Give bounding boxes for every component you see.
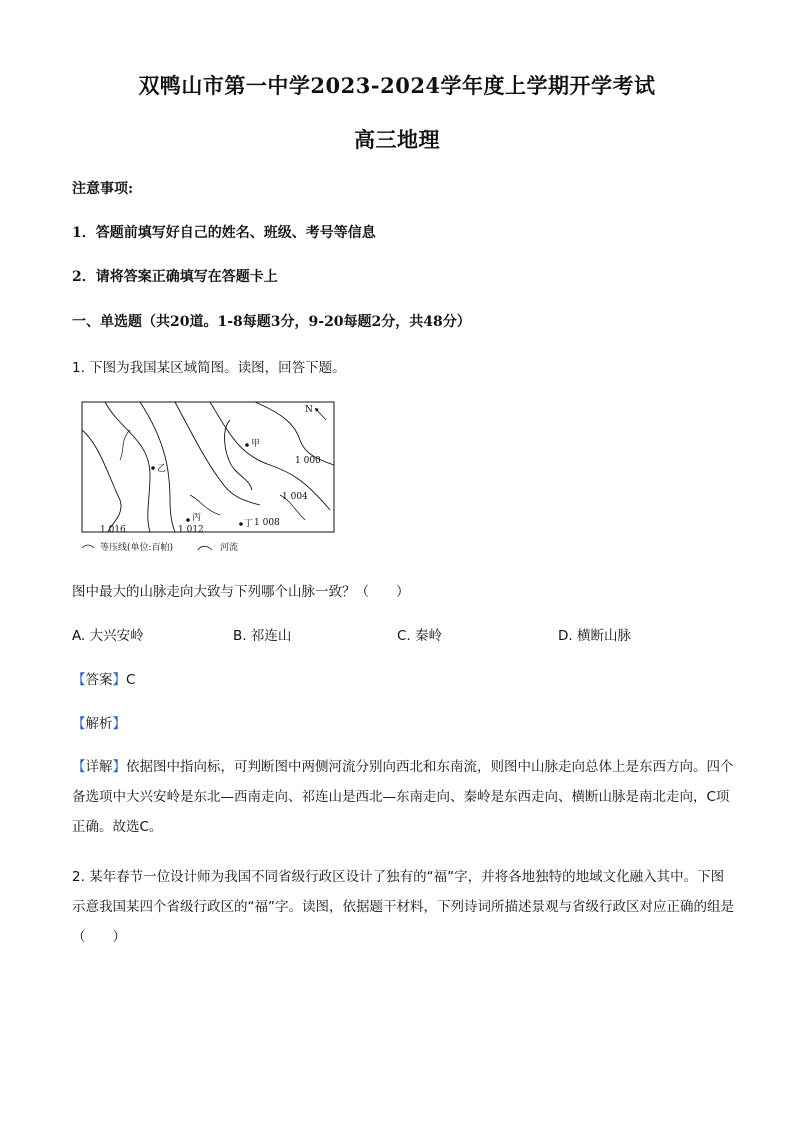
label-bing: 丙 bbox=[192, 513, 202, 523]
label-ding: 丁 bbox=[244, 519, 254, 529]
question-2-stem: 2. 某年春节一位设计师为我国不同省级行政区设计了独有的“福”字，并将各地独特的地域文化融入其中。下图示意我国某四个省级行政区的“福”字。读图，依据题干材料，下列诗词所描述景观与省级行政区对应正确的组是（ ） bbox=[72, 869, 734, 945]
isobar-line bbox=[225, 420, 252, 490]
detail-tag: 详解 bbox=[85, 759, 113, 775]
river-line bbox=[120, 430, 130, 460]
option-c-text: 秦岭 bbox=[415, 628, 443, 644]
question-1-prompt: 图中最大的山脉走向大致与下列哪个山脉一致？（ ） bbox=[72, 584, 410, 600]
point-yi bbox=[151, 466, 155, 470]
isobar-label-1000: 1 000 bbox=[295, 456, 321, 466]
label-yi: 乙 bbox=[157, 464, 167, 474]
notice-heading: 注意事项: bbox=[72, 181, 134, 197]
analysis-line: 【解析】 bbox=[72, 716, 126, 732]
notice-item-2: 2．请将答案正确填写在答题卡上 bbox=[72, 269, 278, 285]
question-1-stem: 1. 下图为我国某区域简图。读图，回答下题。 bbox=[72, 360, 346, 376]
point-jia bbox=[245, 443, 249, 447]
answer-value: C bbox=[126, 672, 136, 688]
isobar-label-1004: 1 004 bbox=[282, 492, 308, 502]
answer-tag: 答案 bbox=[85, 672, 113, 688]
option-d-text: 横断山脉 bbox=[576, 628, 631, 644]
label-jia: 甲 bbox=[251, 439, 261, 449]
legend-isobar-label: 等压线(单位:百帕) bbox=[100, 543, 174, 553]
point-ding bbox=[239, 522, 243, 526]
point-bing bbox=[186, 518, 190, 522]
isobar-label-1008: 1 008 bbox=[254, 518, 280, 528]
isobar-line bbox=[105, 402, 150, 532]
option-a bbox=[72, 624, 144, 644]
option-b-text: 祁连山 bbox=[250, 628, 292, 644]
isobar-line bbox=[82, 430, 121, 532]
detail-paragraph: 【详解】依据图中指向标，可判断图中两侧河流分别向西北和东南流，则图中山脉走向总体上是东西方向。四个备选项中大兴安岭是东北—西南走向、祁连山是西北—东南走向、秦岭是东西走向、横断山脉是南北走向，C项正确。故选C。 bbox=[72, 759, 734, 835]
region-map-figure bbox=[80, 400, 338, 560]
detail-text: 依据图中指向标，可判断图中两侧河流分别向西北和东南流，则图中山脉走向总体上是东西方向。四个备选项中大兴安岭是东北—西南走向、祁连山是西北—东南走向、秦岭是东西走向、横断山脉是南北走向，C项正确。故选C。 bbox=[72, 759, 734, 835]
isobar-line bbox=[175, 402, 260, 505]
river-line bbox=[190, 495, 220, 515]
north-label: N bbox=[305, 405, 313, 415]
legend-isobar-icon bbox=[82, 545, 94, 548]
isobar-label-1016: 1 016 bbox=[100, 525, 126, 535]
option-d-label: D. bbox=[558, 628, 573, 644]
option-d bbox=[558, 624, 631, 644]
isobar-label-1012: 1 012 bbox=[178, 525, 204, 535]
analysis-tag: 解析 bbox=[85, 716, 113, 732]
answer-line: 【答案】C bbox=[72, 672, 136, 688]
section-heading: 一、单选题（共20道。1-8每题3分，9-20每题2分，共48分） bbox=[72, 314, 471, 330]
option-b-label: B. bbox=[233, 628, 247, 644]
legend-river-icon bbox=[198, 546, 212, 550]
option-b bbox=[233, 624, 291, 644]
option-c-label: C. bbox=[397, 628, 411, 644]
option-a-text: 大兴安岭 bbox=[89, 628, 144, 644]
exam-title: 双鸭山市第一中学2023-2024学年度上学期开学考试 bbox=[138, 73, 656, 98]
option-a-label: A. bbox=[72, 628, 86, 644]
legend-river-label: 河流 bbox=[220, 543, 239, 553]
notice-item-1: 1．答题前填写好自己的姓名、班级、考号等信息 bbox=[72, 225, 376, 241]
option-c bbox=[397, 624, 442, 644]
exam-subject: 高三地理 bbox=[354, 127, 440, 152]
